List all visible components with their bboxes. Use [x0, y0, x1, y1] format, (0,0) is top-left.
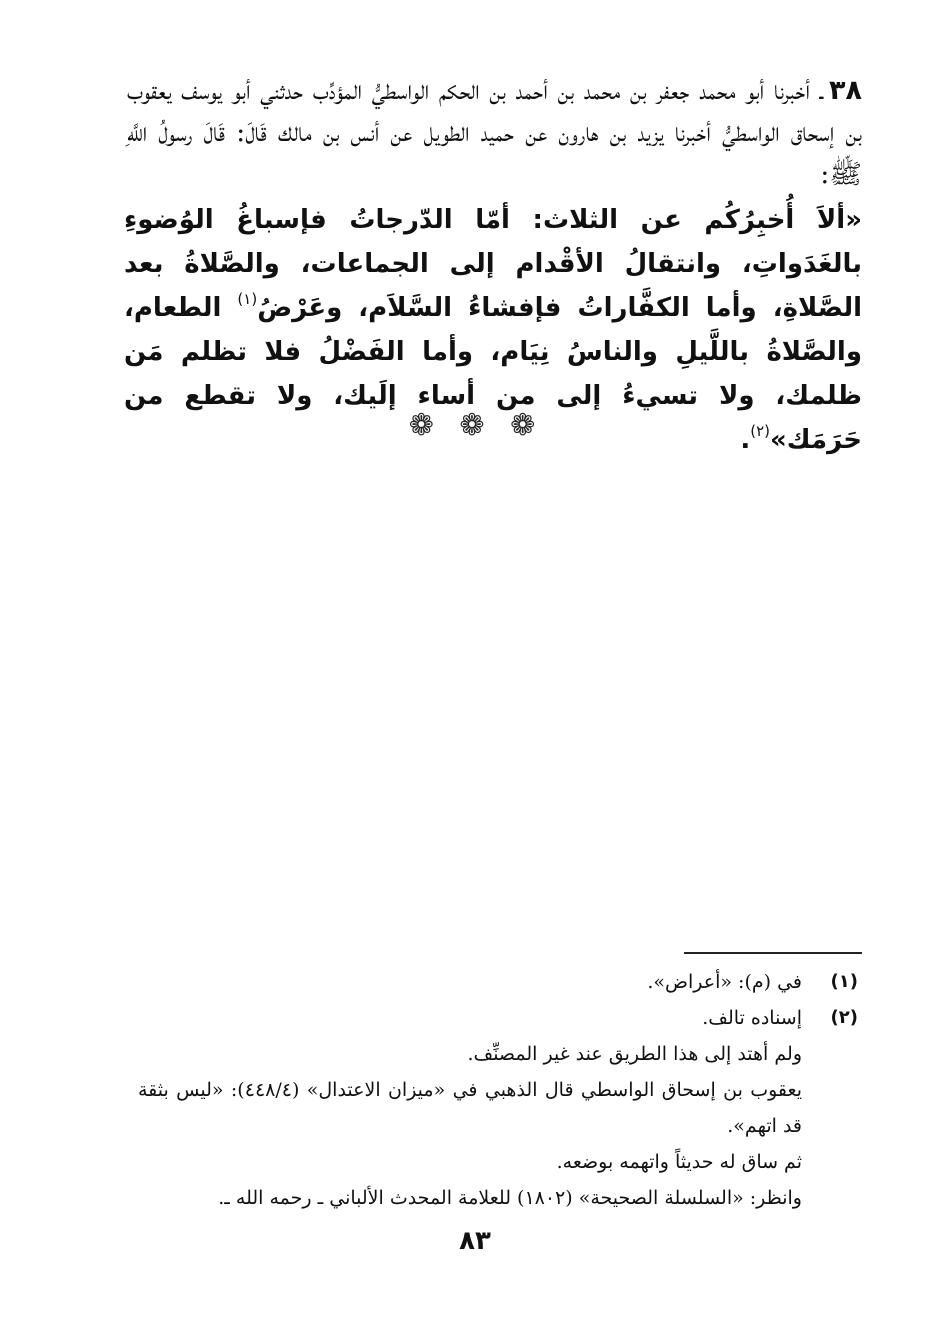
footnote-continuation: ولم أهتد إلى هذا الطريق عند غير المصنِّف.: [467, 1043, 802, 1065]
footnote-divider: [684, 952, 862, 954]
footnote-text: إسناده تالف.: [702, 1007, 802, 1029]
footnote-ref-2[interactable]: (٢): [750, 422, 770, 440]
page-number: ٨٣: [459, 1226, 491, 1256]
floral-ornament-icon: ❁: [408, 408, 440, 443]
footnote-number: (١): [830, 971, 858, 992]
floral-ornament-icon: ❁: [510, 408, 542, 443]
matn-part-2: الطعام، والصَّلاةُ باللَّيلِ والناسُ نِيَام، وأما الفَضْلُ فلا تظلم مَن ظلمك، ولا تسيءُ إلى من أساء إلَيك، ولا تقطع من حَرَمَك»: [124, 293, 862, 455]
footnote-text: في (م): «أعراض».: [647, 971, 802, 993]
footnotes: [138, 964, 862, 1216]
footnote-continuation: يعقوب بن إسحاق الواسطي قال الذهبي في «ميزان الاعتدال» (٤٤٨/٤): «ليس بثقة قد اتهم».: [138, 1079, 802, 1137]
footnote-number: (٢): [830, 1007, 858, 1028]
footnote-item: [138, 964, 862, 1000]
section-ornament: [0, 408, 950, 443]
footnote-continuation: ثم ساق له حديثاً واتهمه بوضعه.: [556, 1151, 802, 1173]
footnote-continuation: وانظر: «السلسلة الصحيحة» (١٨٠٢) للعلامة المحدث الألباني ـ رحمه الله ـ.: [218, 1187, 802, 1209]
footnote-ref-1[interactable]: (١): [237, 290, 258, 308]
isnad-text: ـ أخبرنا أبو محمد جعفر بن محمد بن أحمد بن الحكم الواسطيُّ المؤدِّب حدثني أبو يوسف يعقوب بن إسحاق الواسطيُّ أخبرنا يزيد بن هارون عن حميد الطويل عن أنس بن مالك قَالَ: قَالَ رسولُ اللَّهِ ﷺ:: [127, 75, 862, 190]
floral-ornament-icon: ❁: [459, 408, 491, 443]
matn-part-1: «ألاَ أُخبِرُكُم عن الثلاث: أمّا الدّرجاتُ فإسباغُ الوُضوءِ بالغَدَواتِ، وانتقالُ الأقْدام إلى الجماعات، والصَّلاةُ بعد الصَّلاةِ، وأما الكفَّاراتُ فإفشاءُ السَّلاَم، وعَرْضُ: [124, 205, 862, 323]
footnote-item: [138, 1000, 862, 1036]
hadith-number: ٣٨: [829, 75, 862, 106]
hadith-isnad: [127, 70, 862, 196]
matn-end: .: [740, 425, 751, 455]
